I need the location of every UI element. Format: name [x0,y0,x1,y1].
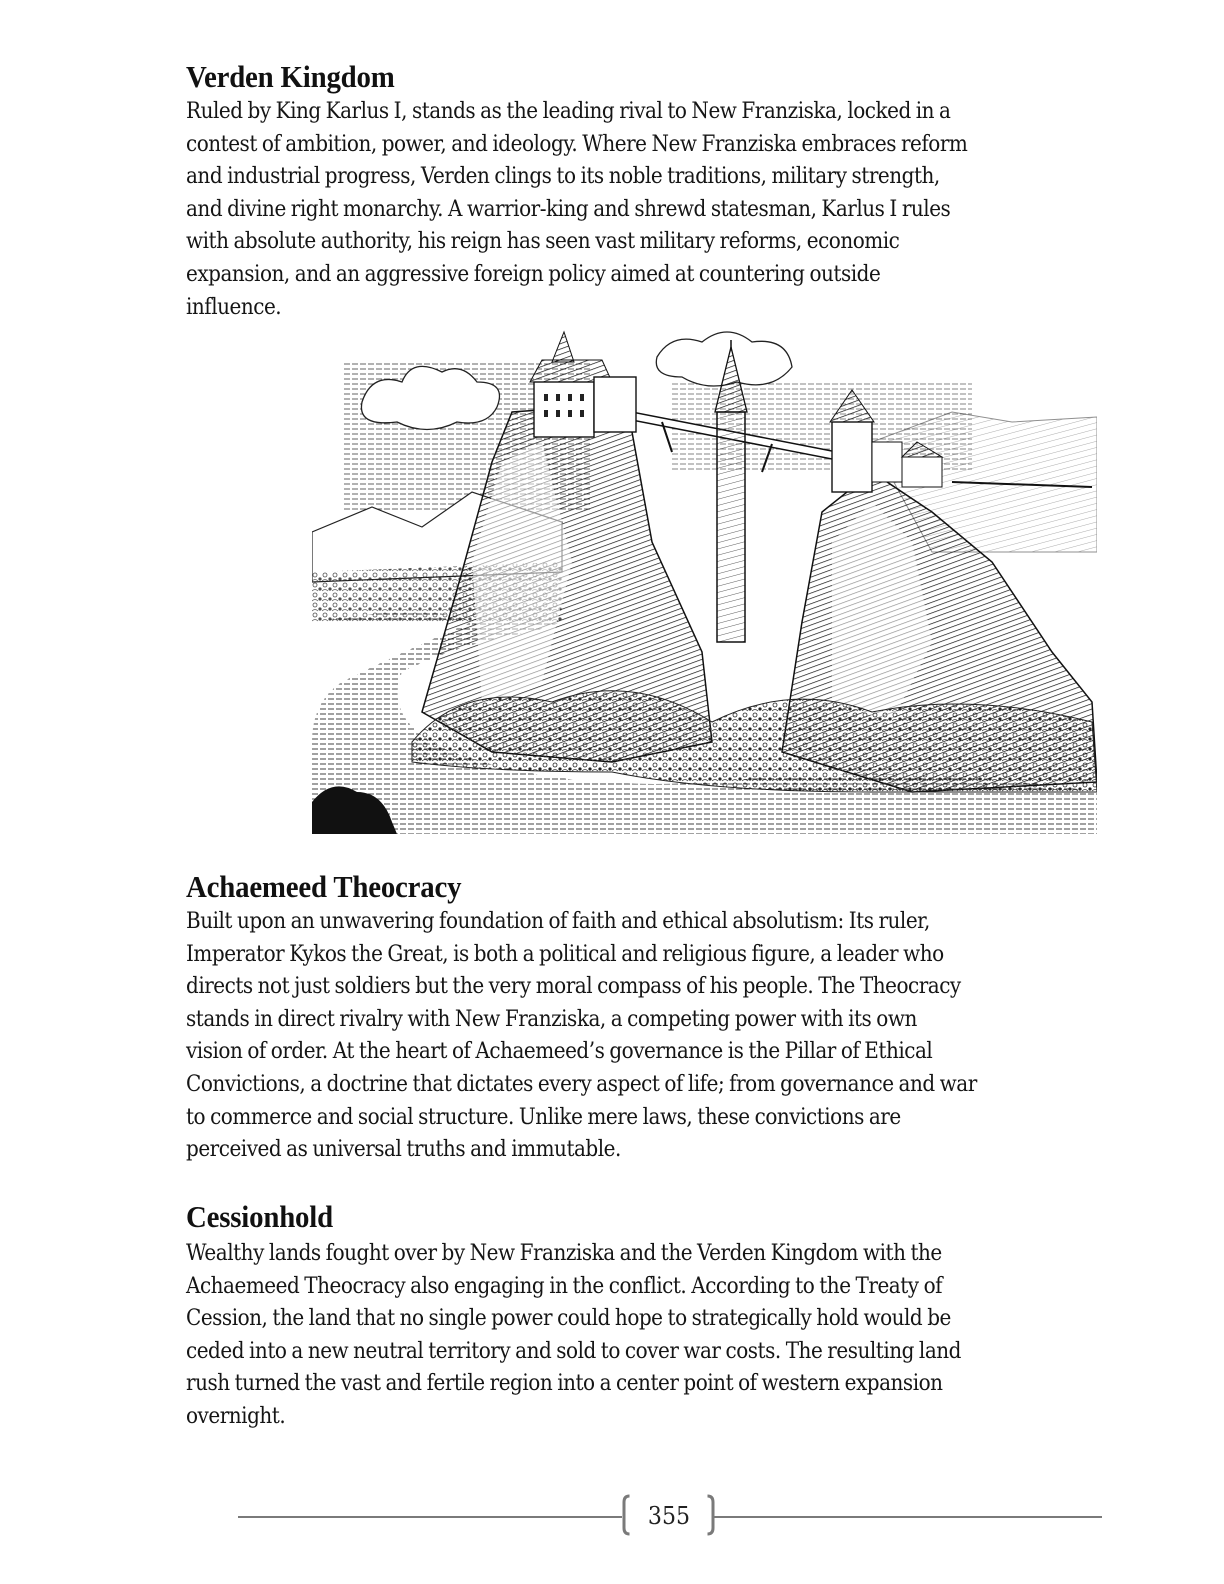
section-heading-cessionhold: Cessionhold [186,1199,333,1234]
right-bracket-icon [706,1494,715,1536]
body-line: Ruled by King Karlus I, stands as the leading rival to New Franziska, locked in a [186,98,951,124]
body-line: stands in direct rivalry with New Franziska, a competing power with its own [186,1005,917,1032]
footer-rule-right [714,1516,1102,1518]
body-line: with absolute authority, his reign has seen vast military reforms, economic [186,228,900,255]
body-line: Imperator Kykos the Great, is both a political and religious figure, a leader who [186,940,944,967]
section-body-verden-kingdom [186,95,1071,323]
body-line: influence. [186,293,282,320]
body-line: and industrial progress, Verden clings to its noble traditions, military strength, [186,163,940,190]
body-line: rush turned the vast and fertile region into a center point of western expansion [186,1370,943,1397]
section-heading-achaemeed-theocracy: Achaemeed Theocracy [186,869,462,904]
body-line: vision of order. At the heart of Achaemeed’s governance is the Pillar of Ethical [186,1038,933,1065]
body-line: directs not just soldiers but the very moral compass of his people. The Theocracy [186,973,961,1000]
body-line: and divine right monarchy. A warrior-king and shrewd statesman, Karlus I rules [186,195,951,222]
body-line: Built upon an unwavering foundation of faith and ethical absolutism: Its ruler, [186,908,930,934]
body-line: overnight. [186,1402,286,1429]
page-number: 355 [647,1502,691,1530]
body-line: to commerce and social structure. Unlike mere laws, these convictions are [186,1103,901,1130]
body-line: perceived as universal truths and immutable. [186,1136,621,1163]
body-line: expansion, and an aggressive foreign policy aimed at countering outside [186,260,881,287]
left-castle [530,332,636,437]
left-bracket-icon [622,1494,631,1536]
section-body-cessionhold [186,1237,1071,1433]
body-line: Wealthy lands fought over by New Franziska and the Verden Kingdom with the [186,1240,942,1266]
body-line: Convictions, a doctrine that dictates every aspect of life; from governance and war [186,1070,977,1097]
body-line: contest of ambition, power, and ideology. Where New Franziska embraces reform [186,130,968,157]
section-body-achaemeed-theocracy [186,905,1071,1166]
body-line: Achaemeed Theocracy also engaging in the conflict. According to the Treaty of [186,1272,943,1299]
section-heading-verden-kingdom: Verden Kingdom [186,59,395,94]
body-line: Cession, the land that no single power could hope to strategically hold would be [186,1305,951,1332]
footer-rule-left [238,1516,622,1518]
body-line: ceded into a new neutral territory and sold to cover war costs. The resulting land [186,1337,961,1364]
castle-illustration [312,322,1097,834]
